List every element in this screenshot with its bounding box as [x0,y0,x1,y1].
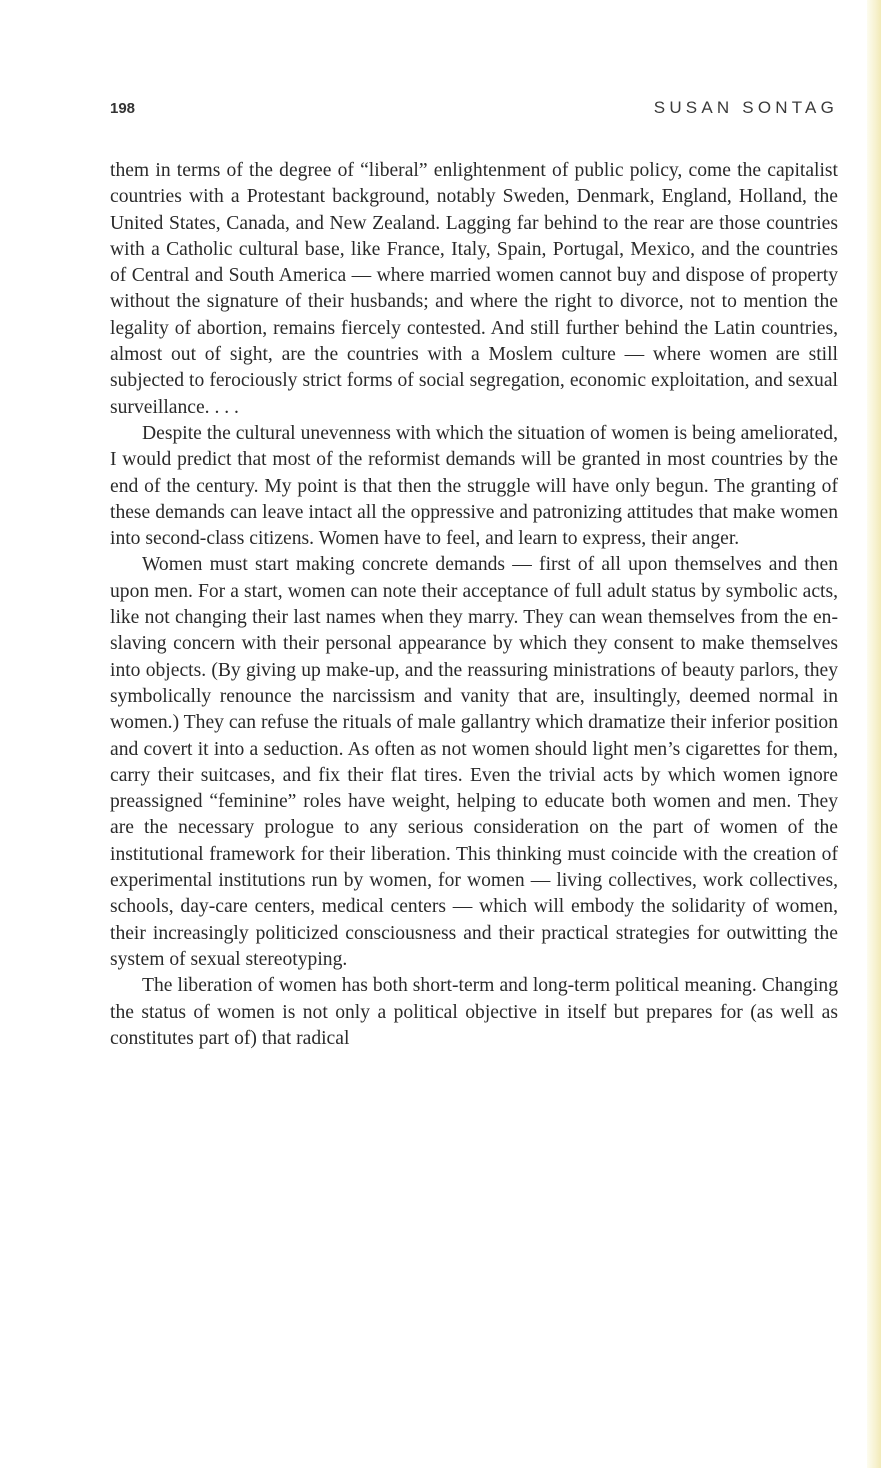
page-number: 198 [110,100,136,117]
paragraph: Women must start making concrete demands — first of all upon themselves and then upon men. For a start, women can note their acceptance of full adult status by symbolic acts, like not changing their last names when they marry. They can wean themselves from the enslaving concern with their personal appearance by which they consent to make themselves into objects. (By giving up make-up, and the reassuring ministrations of beauty parlors, they symbolically renounce the narcissism and vanity that are, insultingly, deemed normal in women.) They can refuse the rituals of male gallantry which dramatize their inferior position and covert it into a seduction. As often as not women should light men’s cigarettes for them, carry their suitcases, and fix their flat tires. Even the trivial acts by which women ignore preassigned “feminine” roles have weight, helping to educate both women and men. They are the necessary prologue to any serious consideration on the part of women of the institutional framework for their liberation. This thinking must coincide with the creation of experimental institutions run by women, for women — living collectives, work collectives, schools, day-care centers, medical centers — which will embody the solidarity of women, their increasingly politicized consciousness and their practical strategies for outwitting the system of sexual stereotyping. [110,554,838,970]
running-title: SUSAN SONTAG [653,98,838,117]
paragraph: them in terms of the degree of “liberal” enlightenment of public policy, come the capitalist countries with a Protestant background, notably Sweden, Denmark, England, Holland, the United States, Canada, and New Zealand. Lagging far behind to the rear are those countries with a Catholic cultural base, like France, Italy, Spain, Portugal, Mexico, and the countries of Central and South America — where married women cannot buy and dispose of property without the signature of their husbands; and where the right to divorce, not to mention the legality of abortion, remains fiercely contested. And still further behind the Latin countries, almost out of sight, are the countries with a Moslem culture — where women are still subjected to ferociously strict forms of social segregation, economic exploitation, and sexual surveillance. . . . [110,160,838,418]
paragraph: The liberation of women has both short-term and long-term political meaning. Changing the status of women is not only a political objective in itself but prepares for (as well as constitutes part of) that radical [110,975,838,1049]
running-head [110,98,838,128]
paragraph: Despite the cultural unevenness with which the situation of women is being ameliorated, I would predict that most of the reformist demands will be granted in most countries by the end of the century. My point is that then the struggle will have only begun. The granting of these demands can leave intact all the oppressive and patronizing attitudes that make women into second-class citizens. Women have to feel, and learn to express, their anger. [110,422,838,550]
body-text [110,158,838,1052]
book-page [110,98,838,1052]
page-edge-shadow [867,0,881,1468]
